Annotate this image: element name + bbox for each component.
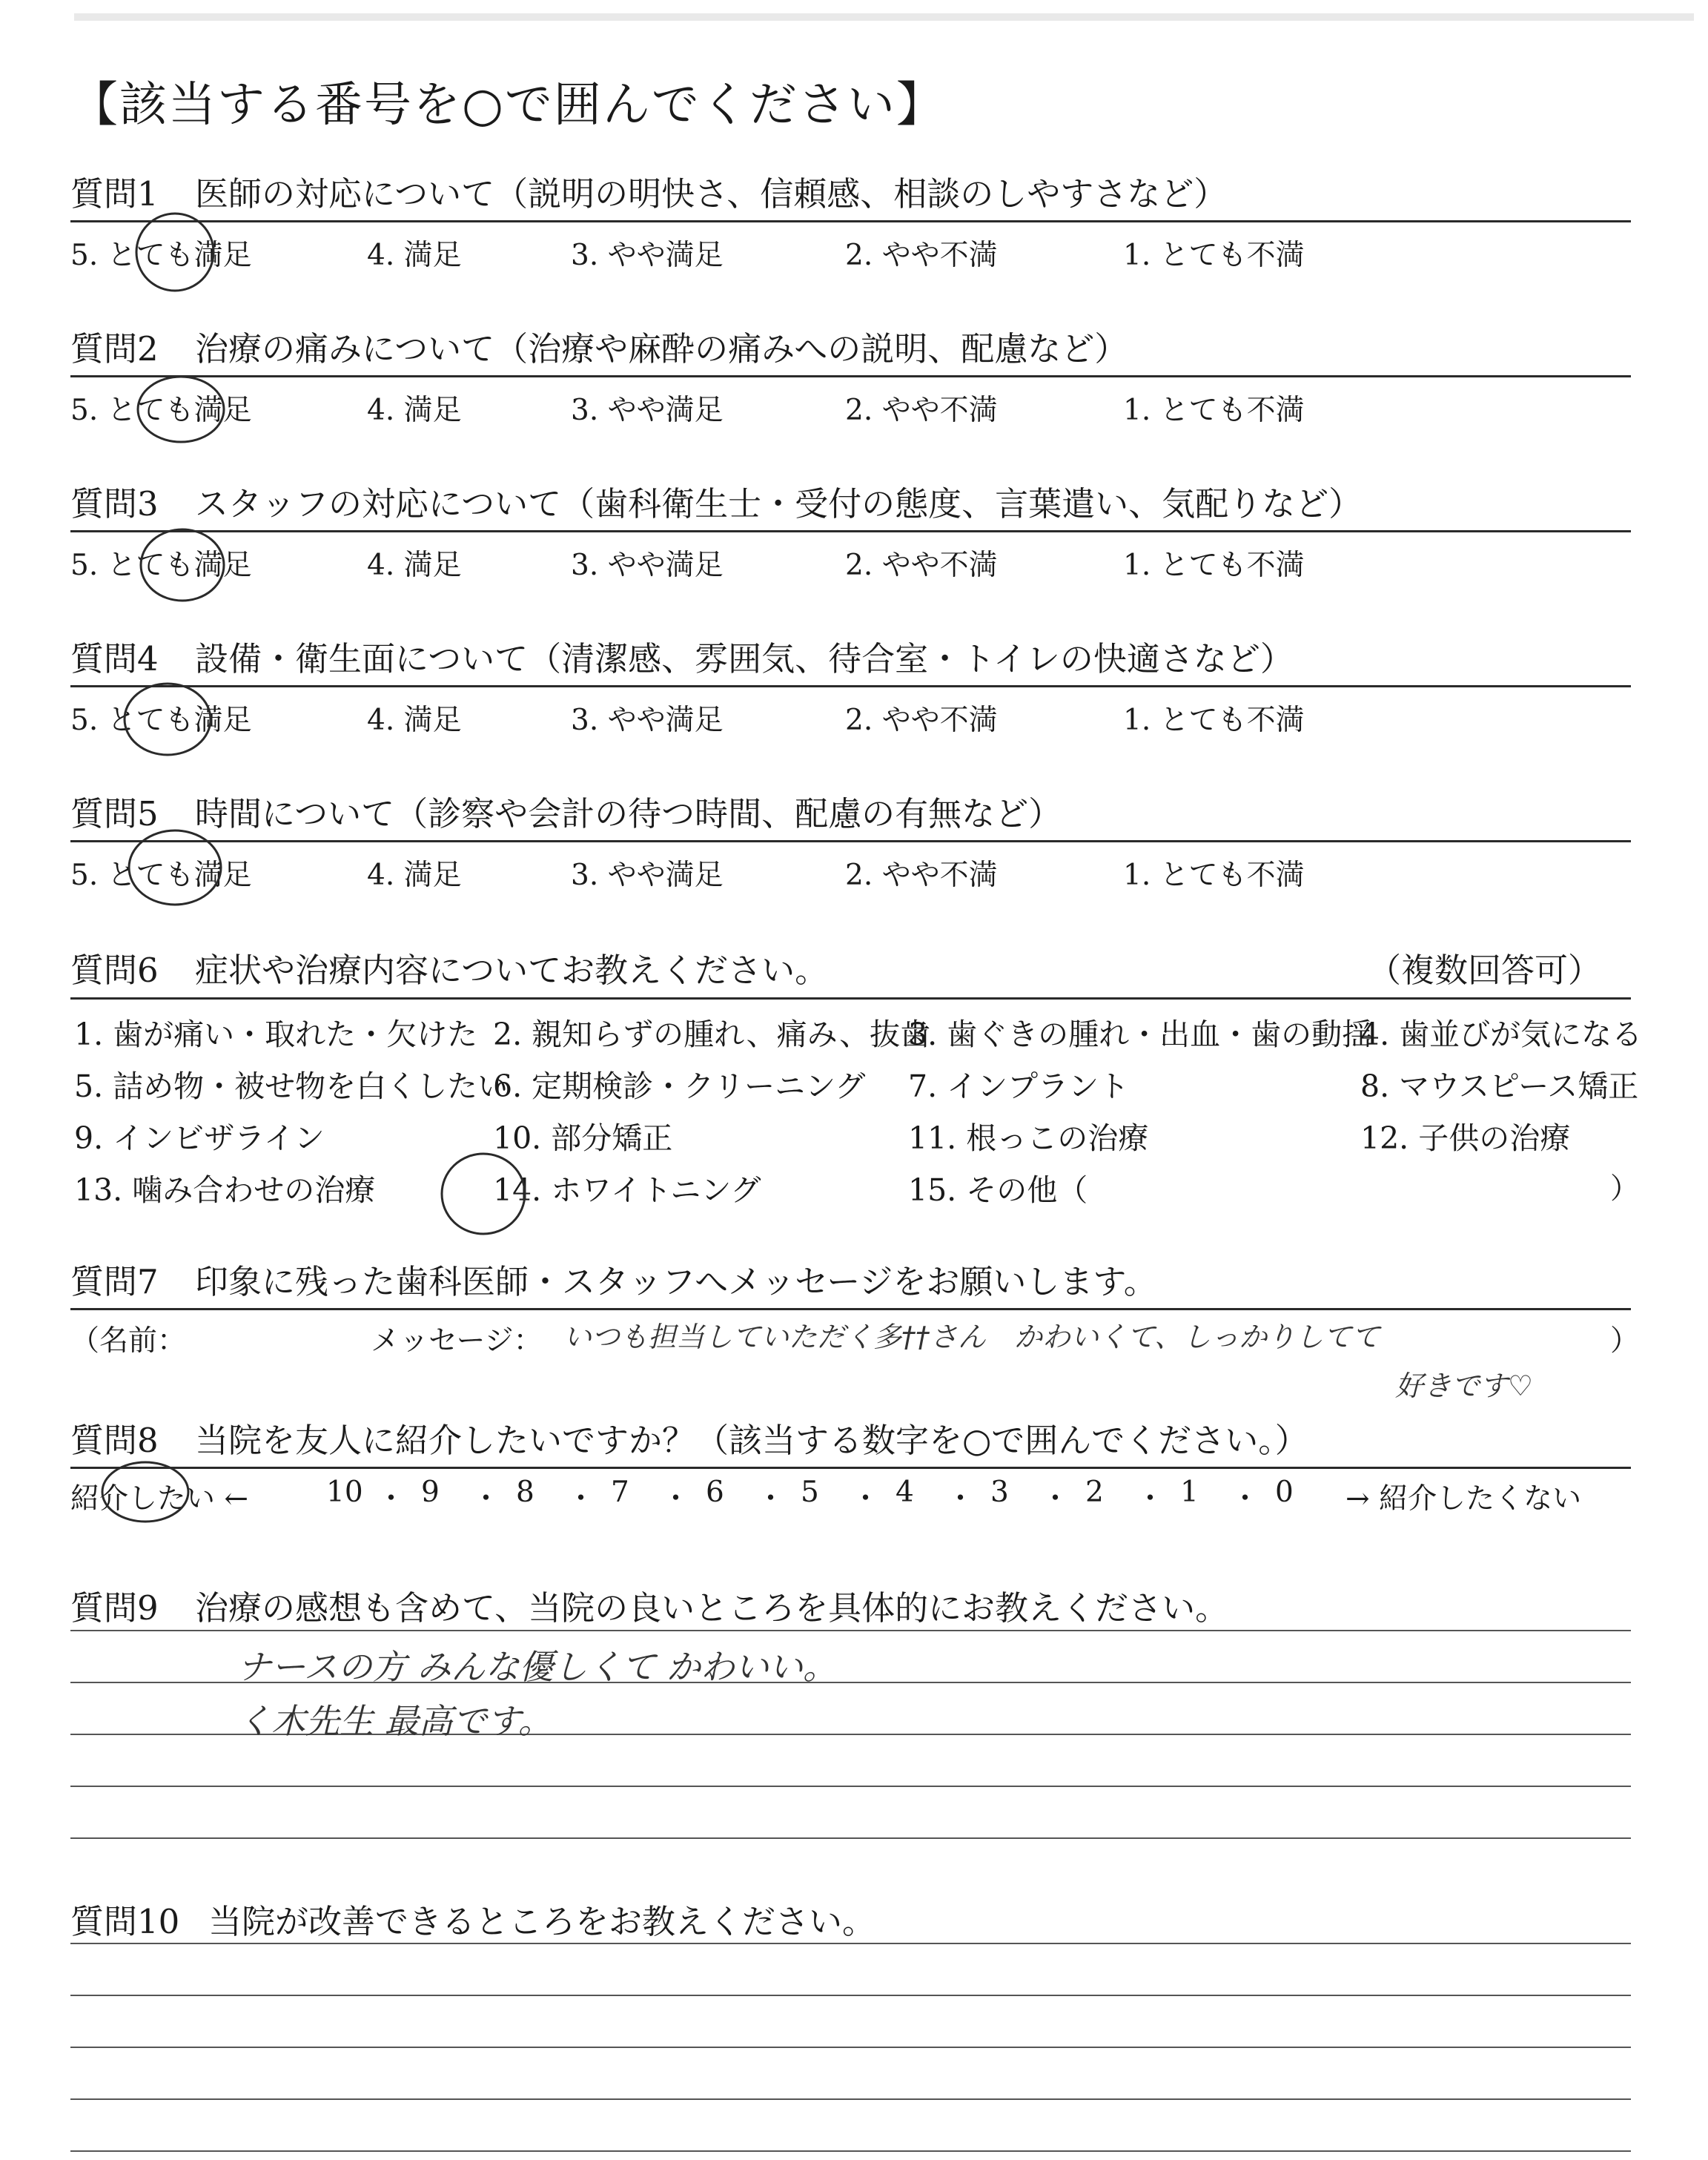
q8-scale-2[interactable]: 2 <box>1085 1476 1104 1509</box>
q8-scale-separator: ・ <box>1136 1482 1165 1516</box>
q2-number: 質問2 <box>70 329 159 369</box>
q8-scale-4[interactable]: 4 <box>896 1476 914 1509</box>
q5-option-2[interactable]: 2. やや不満 <box>845 859 998 892</box>
q9-handwritten-line-2: く木先生 最高です。 <box>237 1701 552 1741</box>
q4-option-5[interactable]: 5. とても満足 <box>70 704 252 737</box>
q9-text: 治療の感想も含めて、当院の良いところを具体的にお教えください。 <box>195 1588 1229 1628</box>
q4-option-1[interactable]: 1. とても不満 <box>1123 704 1305 737</box>
q5-option-5[interactable]: 5. とても満足 <box>70 859 252 892</box>
q7-message-label: メッセージ： <box>371 1324 543 1358</box>
q4-option-3[interactable]: 3. やや満足 <box>571 704 724 737</box>
q8-selection-circle <box>102 1462 188 1522</box>
q1-number: 質問1 <box>70 174 159 214</box>
q8-scale-separator: ・ <box>851 1482 881 1516</box>
q8-scale-5[interactable]: 5 <box>801 1476 819 1509</box>
q5-option-1[interactable]: 1. とても不満 <box>1123 859 1305 892</box>
q8-scale-separator: ・ <box>1231 1482 1260 1516</box>
q6-option-8[interactable]: 8. マウスピース矯正 <box>1360 1069 1639 1104</box>
q5-number: 質問5 <box>70 794 159 833</box>
q6-option-9[interactable]: 9. インビザライン <box>74 1120 325 1156</box>
q8-right-label: → 紹介したくない <box>1345 1482 1582 1516</box>
q1-selection-circle <box>136 214 214 291</box>
q8-scale-10[interactable]: 10 <box>326 1476 363 1509</box>
q1-option-4[interactable]: 4. 満足 <box>367 239 462 272</box>
q3-text: スタッフの対応について（歯科衛生士・受付の態度、言葉遣い、気配りなど） <box>195 484 1363 524</box>
q6-option-12[interactable]: 12. 子供の治療 <box>1360 1120 1571 1156</box>
q6-option-15[interactable]: 15. その他（ <box>908 1172 1088 1208</box>
q5-option-3[interactable]: 3. やや満足 <box>571 859 724 892</box>
q8-scale-1[interactable]: 1 <box>1180 1476 1199 1509</box>
q1-option-3[interactable]: 3. やや満足 <box>571 239 724 272</box>
q6-option-2[interactable]: 2. 親知らずの腫れ、痛み、抜歯 <box>493 1017 931 1052</box>
q3-option-1[interactable]: 1. とても不満 <box>1123 549 1305 582</box>
q8-scale-separator: ・ <box>471 1482 501 1516</box>
form-header: 【該当する番号を○で囲んでください】 <box>70 78 945 133</box>
q8-scale-3[interactable]: 3 <box>990 1476 1009 1509</box>
q9-number: 質問9 <box>70 1588 159 1628</box>
q5-selection-circle <box>129 830 221 905</box>
q8-scale-0[interactable]: 0 <box>1275 1476 1294 1509</box>
q3-option-3[interactable]: 3. やや満足 <box>571 549 724 582</box>
q7-close-paren: ） <box>1610 1324 1640 1358</box>
q3-option-4[interactable]: 4. 満足 <box>367 549 462 582</box>
q1-text: 医師の対応について（説明の明快さ、信頼感、相談のしやすさなど） <box>195 174 1228 214</box>
q3-number: 質問3 <box>70 484 159 524</box>
q4-number: 質問4 <box>70 639 159 678</box>
q6-option-7[interactable]: 7. インプラント <box>908 1069 1130 1104</box>
q6-selection-circle <box>442 1154 525 1234</box>
q2-option-2[interactable]: 2. やや不満 <box>845 394 998 427</box>
q8-scale-8[interactable]: 8 <box>516 1476 534 1509</box>
q10-number: 質問10 <box>70 1902 180 1941</box>
q2-text: 治療の痛みについて（治療や麻酔の痛みへの説明、配慮など） <box>195 329 1128 369</box>
q6-option-4[interactable]: 4. 歯並びが気になる <box>1360 1017 1643 1052</box>
q2-option-3[interactable]: 3. やや満足 <box>571 394 724 427</box>
q8-scale-9[interactable]: 9 <box>421 1476 440 1509</box>
q5-option-4[interactable]: 4. 満足 <box>367 859 462 892</box>
q4-selection-circle <box>125 684 211 755</box>
q6-other-close-paren: ） <box>1610 1172 1640 1206</box>
q8-scale-7[interactable]: 7 <box>611 1476 629 1509</box>
q8-scale-separator: ・ <box>661 1482 691 1516</box>
q3-option-5[interactable]: 5. とても満足 <box>70 549 252 582</box>
q10-text: 当院が改善できるところをお教えください。 <box>208 1902 876 1941</box>
q2-option-1[interactable]: 1. とても不満 <box>1123 394 1305 427</box>
q6-option-10[interactable]: 10. 部分矯正 <box>493 1120 673 1156</box>
q6-option-3[interactable]: 3. 歯ぐきの腫れ・出血・歯の動揺 <box>908 1017 1373 1052</box>
q6-option-13[interactable]: 13. 噛み合わせの治療 <box>74 1172 376 1208</box>
q2-selection-circle <box>138 377 224 442</box>
q7-name-label: （名前： <box>70 1324 187 1358</box>
q8-scale-separator: ・ <box>756 1482 786 1516</box>
q8-scale-separator: ・ <box>946 1482 976 1516</box>
q6-text: 症状や治療内容についてお教えください。 <box>195 951 829 990</box>
q6-option-1[interactable]: 1. 歯が痛い・取れた・欠けた <box>74 1017 478 1052</box>
q4-option-2[interactable]: 2. やや不満 <box>845 704 998 737</box>
q4-text: 設備・衛生面について（清潔感、雰囲気、待合室・トイレの快適さなど） <box>195 639 1294 678</box>
q6-option-5[interactable]: 5. 詰め物・被せ物を白くしたい <box>74 1069 509 1104</box>
q7-text: 印象に残った歯科医師・スタッフへメッセージをお願いします。 <box>195 1262 1157 1301</box>
q5-text: 時間について（診察や会計の待つ時間、配慮の有無など） <box>195 794 1062 833</box>
q3-selection-circle <box>141 529 224 601</box>
q6-number: 質問6 <box>70 951 159 990</box>
q8-scale-6[interactable]: 6 <box>706 1476 724 1509</box>
q6-option-6[interactable]: 6. 定期検診・クリーニング <box>493 1069 866 1104</box>
q2-option-4[interactable]: 4. 満足 <box>367 394 462 427</box>
q1-option-5[interactable]: 5. とても満足 <box>70 239 252 272</box>
q8-scale-separator: ・ <box>377 1482 406 1516</box>
q8-number: 質問8 <box>70 1421 159 1460</box>
q8-scale-separator: ・ <box>1041 1482 1070 1516</box>
q8-scale-separator: ・ <box>566 1482 596 1516</box>
q8-text: 当院を友人に紹介したいですか？（該当する数字を○で囲んでください。） <box>195 1421 1308 1460</box>
q3-option-2[interactable]: 2. やや不満 <box>845 549 998 582</box>
q6-option-14[interactable]: 14. ホワイトニング <box>493 1172 761 1208</box>
q1-option-1[interactable]: 1. とても不満 <box>1123 239 1305 272</box>
q6-note: （複数回答可） <box>1368 951 1602 990</box>
q4-option-4[interactable]: 4. 満足 <box>367 704 462 737</box>
q1-option-2[interactable]: 2. やや不満 <box>845 239 998 272</box>
q7-number: 質問7 <box>70 1262 159 1301</box>
q8-left-label: 紹介したい ← <box>70 1482 249 1516</box>
q6-option-11[interactable]: 11. 根っこの治療 <box>908 1120 1149 1156</box>
q7-handwritten-message-2: 好きです♡ <box>1395 1370 1534 1402</box>
q7-handwritten-message: いつも担当していただく多††さん かわいくて、しっかりしてて <box>563 1321 1380 1353</box>
q9-handwritten-line-1: ナースの方 みんな優しくて かわいい。 <box>237 1647 837 1687</box>
q2-option-5[interactable]: 5. とても満足 <box>70 394 252 427</box>
